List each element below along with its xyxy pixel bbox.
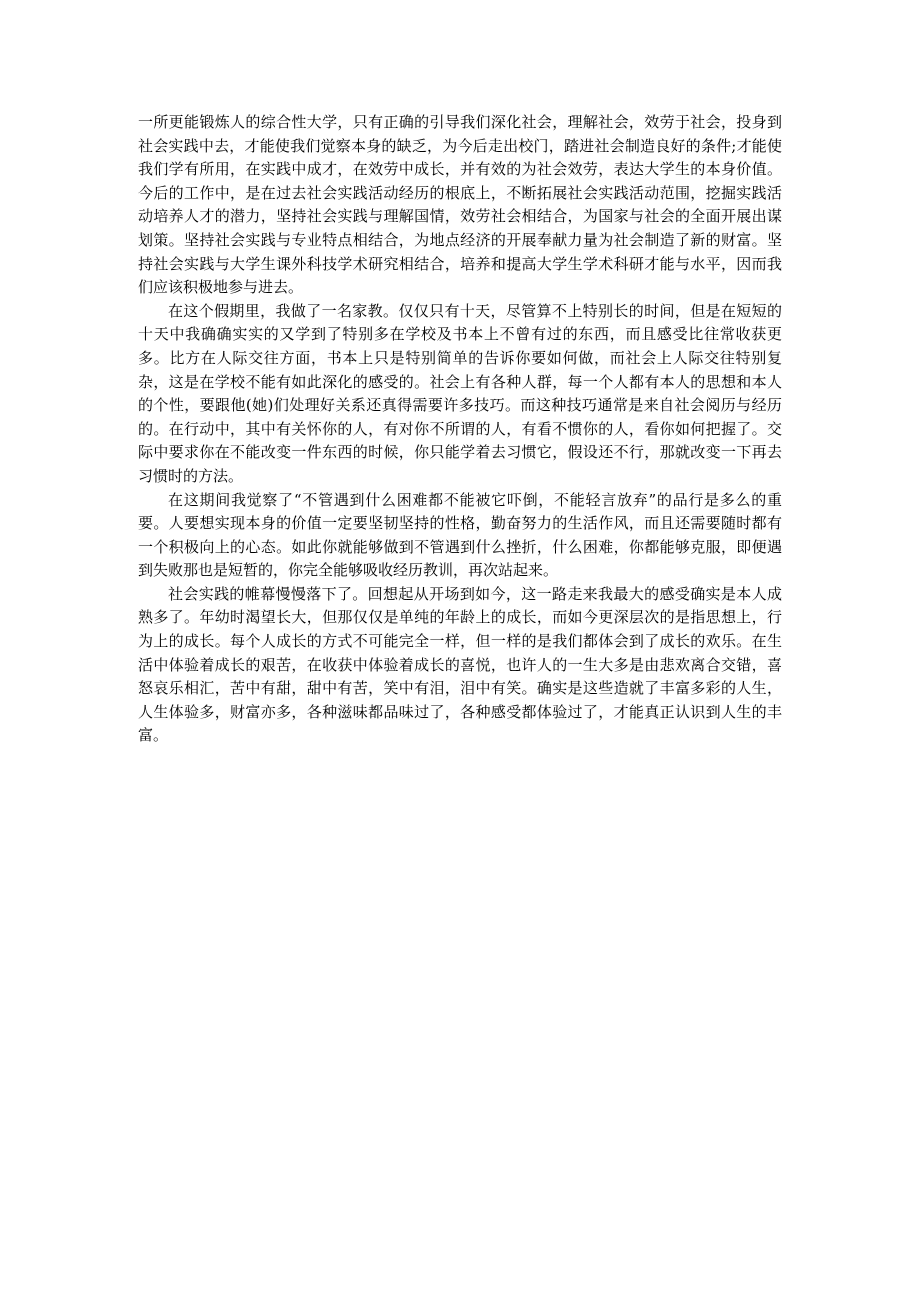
paragraph-tutoring: 在这个假期里，我做了一名家教。仅仅只有十天，尽管算不上特别长的时间，但是在短短的十天中我确确实实的又学到了特别多在学校及书本上不曾有过的东西，而且感受比往常收获更多。比方在人际交往方面，书本上只是特别简单的告诉你要如何做，而社会上人际交往特别复杂，这是在学校不能有如此深化的感受的。社会上有各种人群，每一个人都有本人的思想和本人的个性，要跟他(她)们处理好关系还真得需要许多技巧。而这种技巧通常是来自社会阅历与经历的。在行动中，其中有关怀你的人，有对你不所谓的人，有看不惯你的人，看你如何把握了。交际中要求你在不能改变一件东西的时候，你只能学着去习惯它，假设还不行，那就改变一下再去习惯时的方法。 xyxy=(138,301,782,485)
paragraph-continuation: 一所更能锻炼人的综合性大学，只有正确的引导我们深化社会，理解社会，效劳于社会，投身到社会实践中去，才能使我们觉察本身的缺乏，为今后走出校门，踏进社会制造良好的条件;才能使我们学有所用，在实践中成才，在效劳中成长，并有效的为社会效劳，表达大学生的本身价值。今后的工作中，是在过去社会实践活动经历的根底上，不断拓展社会实践活动范围，挖掘实践活动培养人才的潜力，坚持社会实践与理解国情，效劳社会相结合，为国家与社会的全面开展出谋划策。坚持社会实践与专业特点相结合，为地点经济的开展奉献力量为社会制造了新的财富。坚持社会实践与大学生课外科技学术研究相结合，培养和提高大学生学术科研才能与水平，因而我们应该积极地参与进去。 xyxy=(138,113,782,297)
document-page xyxy=(138,111,782,748)
paragraph-growth: 社会实践的帷幕慢慢落下了。回想起从开场到如今，这一路走来我最大的感受确实是本人成熟多了。年幼时渴望长大，但那仅仅是单纯的年龄上的成长，而如今更深层次的是指思想上，行为上的成长。每个人成长的方式不可能完全一样，但一样的是我们都体会到了成长的欢乐。在生活中体验着成长的艰苦，在收获中体验着成长的喜悦，也许人的一生大多是由悲欢离合交错，喜怒哀乐相汇，苦中有甜，甜中有苦，笑中有泪，泪中有笑。确实是这些造就了丰富多彩的人生，人生体验多，财富亦多，各种滋味都品味过了，各种感受都体验过了，才能真正认识到人生的丰富。 xyxy=(138,584,782,745)
paragraph-perseverance: 在这期间我觉察了“不管遇到什么困难都不能被它吓倒，不能轻言放弃”的品行是多么的重要。人要想实现本身的价值一定要坚韧坚持的性格，勤奋努力的生活作风，而且还需要随时都有一个积极向上的心态。如此你就能够做到不管遇到什么挫折，什么困难，你都能够克服，即便遇到失败那也是短暂的，你完全能够吸收经历教训，再次站起来。 xyxy=(138,490,782,580)
